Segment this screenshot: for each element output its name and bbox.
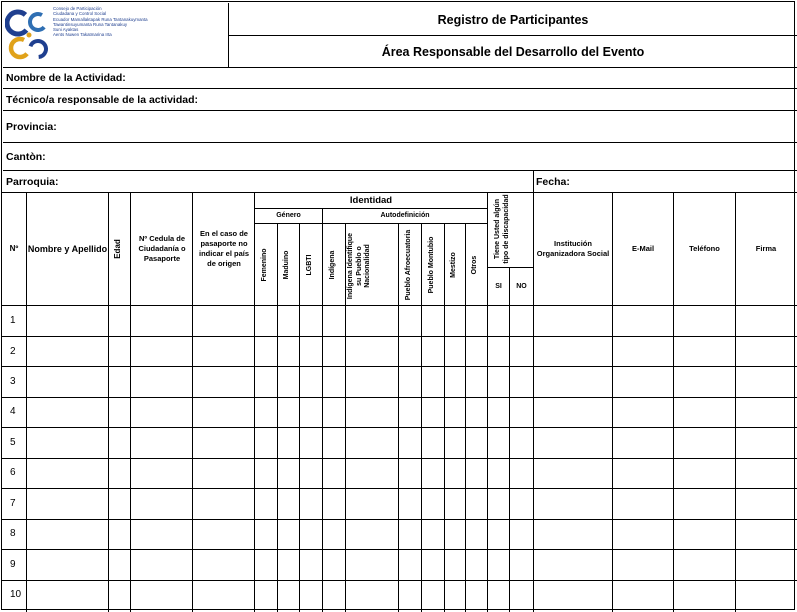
col-header-mestizo: Mestizo	[450, 252, 457, 278]
col-header-number: Nº	[9, 244, 19, 253]
registration-sheet	[1, 1, 795, 610]
row-number: 7	[10, 498, 16, 509]
logo-line: Consejo de Participación	[53, 6, 102, 11]
col-header-identity: Identidad	[349, 194, 393, 206]
col-header-indigenous: Indígena	[329, 250, 336, 280]
col-header-disability: Tiene Usted algún tipo de discapacidad	[494, 194, 510, 264]
logo-line: Ecuador Mamallaktapak Runa Tantanakuymanta	[53, 16, 148, 22]
row-number: 4	[10, 406, 16, 417]
row-number: 10	[10, 589, 22, 600]
participants-table-grid	[2, 2, 797, 612]
parish-field[interactable]: Parroquia:	[3, 170, 797, 193]
logo-line: Suni Ayaktas	[53, 27, 79, 33]
col-header-phone: Teléfono	[689, 244, 720, 253]
row-number: 3	[10, 376, 16, 387]
col-header-male: Maduino	[283, 250, 290, 280]
col-header-female: Femenino	[261, 248, 268, 282]
logo-line: Aents Nuwen Takatmarina Irta	[53, 32, 112, 38]
col-header-indigenous-nation: Indígena Identifique su Pueblo o Nacionalidad	[347, 232, 371, 300]
row-number: 8	[10, 528, 16, 539]
row-number: 6	[10, 467, 16, 478]
row-number: 9	[10, 559, 16, 570]
col-header-id: Nº Cedula de Ciudadanía o Pasaporte	[138, 234, 186, 263]
province-field[interactable]: Provincia:	[3, 110, 797, 142]
canton-field[interactable]: Cantòn:	[3, 142, 797, 170]
col-header-passport: En el caso de pasaporte no indicar el país de origen	[198, 229, 250, 268]
col-header-lgbti: LGBTI	[306, 254, 313, 276]
row-number: 1	[10, 315, 16, 326]
col-header-montubio: Pueblo Montubio	[428, 236, 435, 294]
col-header-name: Nombre y Apellido	[27, 244, 108, 254]
col-header-institution: Institución Organizadora Social	[536, 239, 610, 258]
col-header-yes: SI	[495, 282, 502, 290]
col-header-no: NO	[516, 282, 527, 290]
logo-line: Ciudadana y Control Social	[53, 11, 107, 17]
col-header-self-definition: Autodefinición	[380, 212, 430, 219]
page-subtitle: Área Responsable del Desarrollo del Evento	[381, 44, 645, 59]
col-header-other: Otros	[471, 255, 478, 275]
technician-field[interactable]: Técnico/a responsable de la actividad:	[3, 88, 797, 110]
page-title: Registro de Participantes	[229, 5, 797, 36]
col-header-age: Edad	[113, 239, 122, 259]
row-number: 5	[10, 437, 16, 448]
col-header-signature: Firma	[755, 244, 777, 253]
date-field[interactable]: Fecha:	[536, 176, 570, 188]
activity-name-field[interactable]: Nombre de la Actividad:	[3, 67, 797, 88]
col-header-email: E-Mail	[631, 244, 655, 253]
logo-line: Tawantinsuyumanta Runa Tantanakuy	[53, 21, 128, 27]
col-header-gender: Género	[276, 212, 301, 219]
col-header-afro: Pueblo Afroecuatoria	[405, 229, 412, 301]
row-number: 2	[10, 346, 16, 357]
